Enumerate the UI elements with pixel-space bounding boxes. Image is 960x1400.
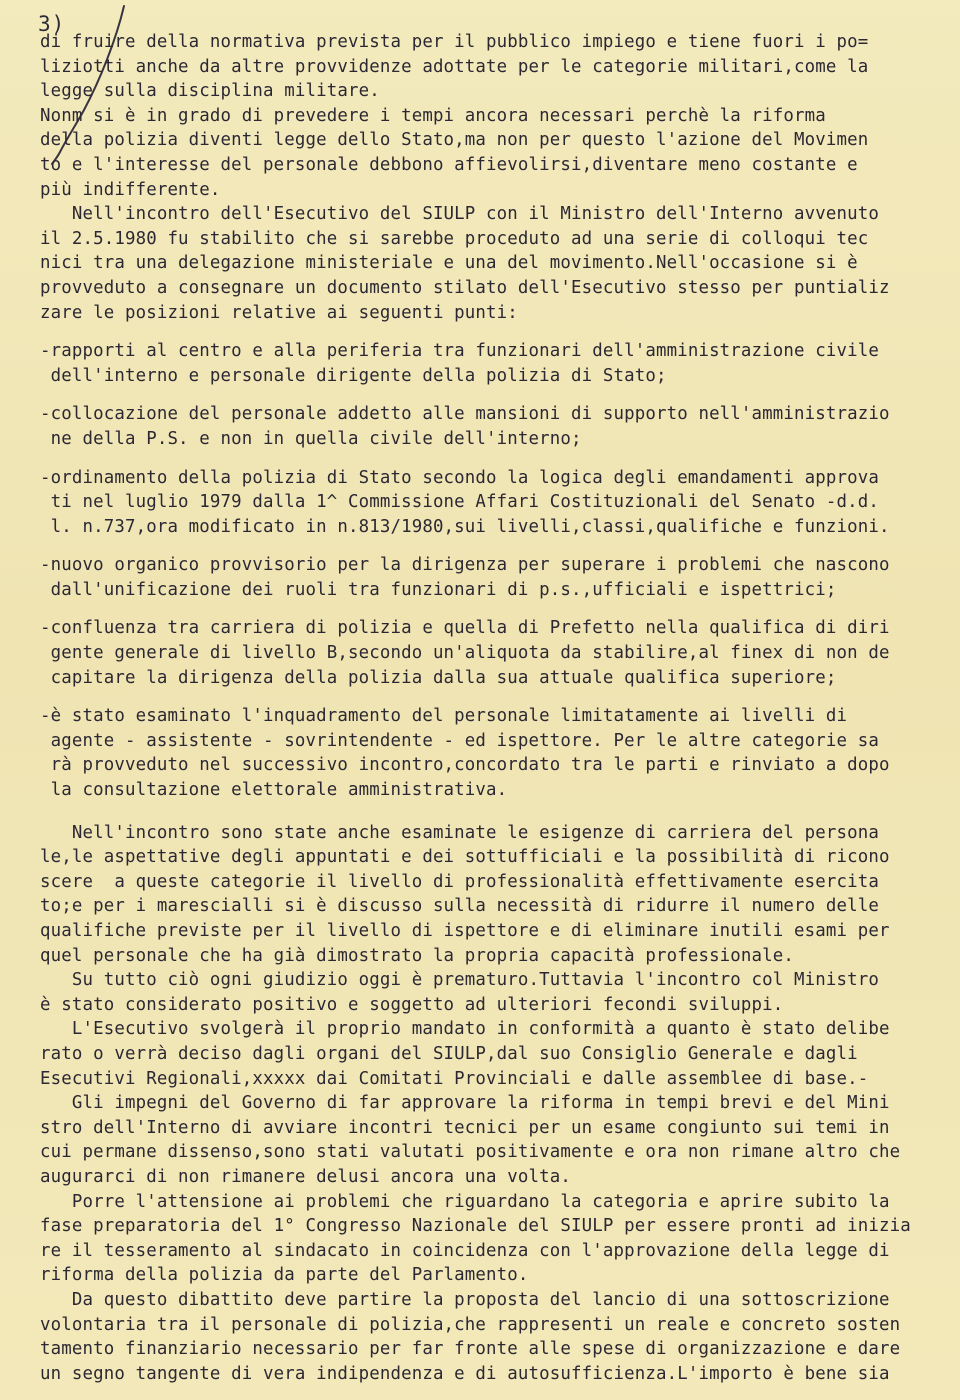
bullet-point <box>40 466 940 540</box>
text-line: -è stato esaminato l'inquadramento del personale limitatamente ai livelli di <box>40 706 848 727</box>
text-line: fase preparatoria del 1° Congresso Nazionale del SIULP per essere pronti ad inizia <box>40 1216 911 1237</box>
document-body <box>40 30 940 1386</box>
page-number: 3) <box>38 12 66 36</box>
bullet-point <box>40 339 940 388</box>
text-line: liziotti anche da altre provvidenze adottate per le categorie militari,come la <box>40 56 869 77</box>
text-line: ti nel luglio 1979 dalla 1^ Commissione Affari Costituzionali del Senato -d.d. <box>40 492 879 513</box>
text-line: della polizia diventi legge dello Stato,ma non per questo l'azione del Movimen <box>40 130 869 151</box>
text-line: L'Esecutivo svolgerà il proprio mandato in conformità a quanto è stato delibe <box>40 1019 890 1040</box>
block-gap <box>40 602 940 616</box>
text-line: augurarci di non rimanere delusi ancora una volta. <box>40 1166 572 1187</box>
text-line: Esecutivi Regionali,xxxxx dai Comitati Provinciali e dalle assemblee di base.- <box>40 1068 869 1089</box>
text-line: gente generale di livello B,secondo un'aliquota da stabilire,al finex di non de <box>40 643 890 664</box>
text-line: l. n.737,ora modificato in n.813/1980,sui livelli,classi,qualifiche e funzioni. <box>40 516 890 537</box>
text-line: Su tutto ciò ogni giudizio oggi è prematuro.Tuttavia l'incontro col Ministro <box>40 970 879 991</box>
text-line: to;e per i marescialli si è discusso sulla necessità di ridurre il numero delle <box>40 896 879 917</box>
text-line: la consultazione elettorale amministrativa. <box>40 780 508 801</box>
text-line: stro dell'Interno di avviare incontri tecnici per un esame congiunto sui temi in <box>40 1117 890 1138</box>
bullet-point <box>40 553 940 602</box>
text-line: legge sulla disciplina militare. <box>40 81 380 102</box>
text-line: un segno tangente di vera indipendenza e di autosufficienza.L'importo è bene sia <box>40 1363 890 1384</box>
text-line: -ordinamento della polizia di Stato secondo la logica degli emandamenti approva <box>40 467 879 488</box>
bullet-point <box>40 616 940 690</box>
block-gap <box>40 325 940 339</box>
block-gap <box>40 690 940 704</box>
block-gap <box>40 388 940 402</box>
text-line: qualifiche previste per il livello di ispettore e di eliminare inutili esami per <box>40 921 890 941</box>
bullet-point <box>40 704 940 802</box>
text-line: Nonm si è in grado di prevedere i tempi ancora necessari perchè la riforma <box>40 105 826 126</box>
block-gap <box>40 539 940 553</box>
text-line: volontaria tra il personale di polizia,che rappresenti un reale e concreto sosten <box>40 1314 901 1335</box>
text-line: Nell'incontro sono state anche esaminate le esigenze di carriera del persona <box>40 822 879 843</box>
closing-paragraphs <box>40 821 940 1387</box>
text-line: Nell'incontro dell'Esecutivo del SIULP con il Ministro dell'Interno avvenuto <box>40 204 879 225</box>
text-line: è stato considerato positivo e soggetto ad ulteriori fecondi sviluppi. <box>40 994 784 1015</box>
text-line: di fruire della normativa prevista per il pubblico impiego e tiene fuori i po= <box>40 32 869 52</box>
text-line: rà provveduto nel successivo incontro,concordato tra le parti e rinviato a dopo <box>40 755 890 776</box>
text-line: tamento finanziario necessario per far fronte alle spese di organizzazione e dare <box>40 1339 901 1360</box>
text-line: riforma della polizia da parte del Parlamento. <box>40 1265 529 1286</box>
text-line: Da questo dibattito deve partire la proposta del lancio di una sottoscrizione <box>40 1289 890 1310</box>
intro-paragraph <box>40 30 940 325</box>
text-line: -confluenza tra carriera di polizia e quella di Prefetto nella qualifica di diri <box>40 618 890 639</box>
text-line: scere a queste categorie il livello di professionalità effettivamente esercita <box>40 871 879 892</box>
text-line: il 2.5.1980 fu stabilito che si sarebbe proceduto ad una serie di colloqui tec <box>40 228 869 249</box>
text-line: re il tesseramento al sindacato in coincidenza con l'approvazione della legge di <box>40 1240 890 1261</box>
text-line: Gli impegni del Governo di far approvare la riforma in tempi brevi e del Mini <box>40 1093 890 1114</box>
text-line: -nuovo organico provvisorio per la dirigenza per superare i problemi che nascono <box>40 555 890 576</box>
text-line: zare le posizioni relative ai seguenti punti: <box>40 302 518 323</box>
text-line: capitare la dirigenza della polizia dalla sua attuale qualifica superiore; <box>40 667 837 688</box>
block-gap <box>40 452 940 466</box>
text-line: più indifferente. <box>40 179 221 200</box>
text-line: nici tra una delegazione ministeriale e una del movimento.Nell'occasione si è <box>40 253 858 274</box>
text-line: dell'interno e personale dirigente della polizia di Stato; <box>40 365 667 386</box>
block-gap <box>40 803 940 821</box>
text-line: dall'unificazione dei ruoli tra funzionari di p.s.,ufficiali e ispettrici; <box>40 579 837 600</box>
text-line: Porre l'attensione ai problemi che riguardano la categoria e aprire subito la <box>40 1191 890 1212</box>
text-line: le,le aspettative degli appuntati e dei sottufficiali e la possibilità di ricono <box>40 847 890 868</box>
text-line: rato o verrà deciso dagli organi del SIULP,dal suo Consiglio Generale e dagli <box>40 1043 858 1064</box>
text-line: provveduto a consegnare un documento stilato dell'Esecutivo stesso per puntializ <box>40 277 890 298</box>
text-line: quel personale che ha già dimostrato la propria capacità professionale. <box>40 945 795 966</box>
bullet-point <box>40 402 940 451</box>
text-line: cui permane dissenso,sono stati valutati positivamente e ora non rimane altro che <box>40 1142 901 1163</box>
text-line: -collocazione del personale addetto alle mansioni di supporto nell'amministrazio <box>40 404 890 425</box>
text-line: agente - assistente - sovrintendente - ed ispettore. Per le altre categorie sa <box>40 730 879 751</box>
text-line: to e l'interesse del personale debbono affievolirsi,diventare meno costante e <box>40 154 858 175</box>
text-line: -rapporti al centro e alla periferia tra funzionari dell'amministrazione civile <box>40 341 879 362</box>
text-line: ne della P.S. e non in quella civile dell'interno; <box>40 428 582 449</box>
